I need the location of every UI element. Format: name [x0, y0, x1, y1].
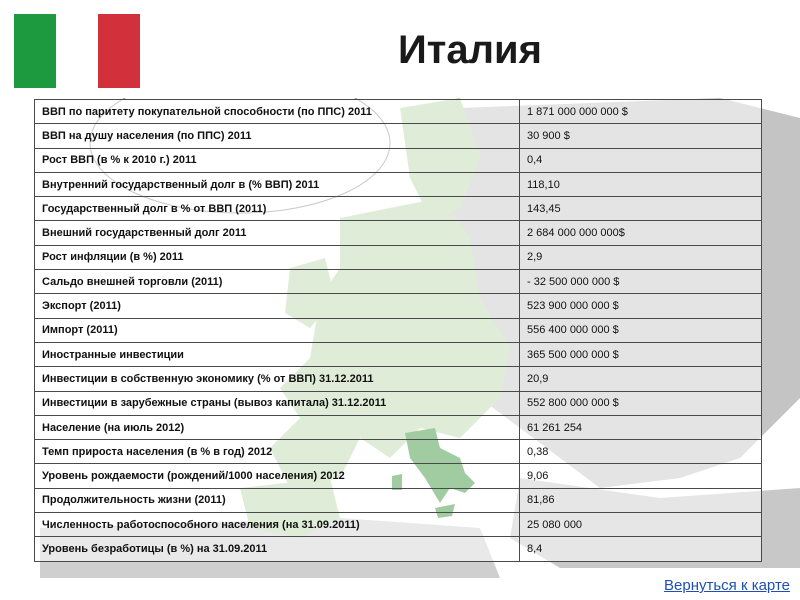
row-value: 143,45	[520, 197, 762, 221]
row-value: 365 500 000 000 $	[520, 342, 762, 366]
row-label: Экспорт (2011)	[35, 294, 520, 318]
table-row	[35, 415, 762, 439]
row-label: ВВП на душу населения (по ППС) 2011	[35, 124, 520, 148]
row-label: Продолжительность жизни (2011)	[35, 488, 520, 512]
row-label: Темп прироста населения (в % в год) 2012	[35, 440, 520, 464]
table-row	[35, 513, 762, 537]
table-row	[35, 318, 762, 342]
row-label: Уровень рождаемости (рождений/1000 населения) 2012	[35, 464, 520, 488]
row-label: Внутренний государственный долг в (% ВВП) 2011	[35, 172, 520, 196]
row-value: 20,9	[520, 367, 762, 391]
row-value: 2,9	[520, 245, 762, 269]
row-value: 0,38	[520, 440, 762, 464]
table-row	[35, 440, 762, 464]
row-label: Рост ВВП (в % к 2010 г.) 2011	[35, 148, 520, 172]
row-value: 61 261 254	[520, 415, 762, 439]
row-value: 552 800 000 000 $	[520, 391, 762, 415]
row-value: 25 080 000	[520, 513, 762, 537]
table-row	[35, 294, 762, 318]
row-value: 556 400 000 000 $	[520, 318, 762, 342]
row-label: Уровень безработицы (в %) на 31.09.2011	[35, 537, 520, 561]
flag-white-stripe	[56, 14, 98, 88]
table-row	[35, 245, 762, 269]
row-value: 8,4	[520, 537, 762, 561]
table-row	[35, 148, 762, 172]
flag-red-stripe	[98, 14, 140, 88]
back-to-map-link[interactable]: Вернуться к карте	[664, 577, 790, 594]
row-label: Инвестиции в собственную экономику (% от ВВП) 31.12.2011	[35, 367, 520, 391]
row-label: Импорт (2011)	[35, 318, 520, 342]
row-label: Рост инфляции (в %) 2011	[35, 245, 520, 269]
row-value: 2 684 000 000 000$	[520, 221, 762, 245]
italy-flag	[14, 14, 140, 88]
row-label: Инвестиции в зарубежные страны (вывоз капитала) 31.12.2011	[35, 391, 520, 415]
page-title: Италия	[398, 28, 542, 72]
table-row	[35, 464, 762, 488]
table-row	[35, 270, 762, 294]
table-row	[35, 342, 762, 366]
table-row	[35, 221, 762, 245]
row-value: 0,4	[520, 148, 762, 172]
row-label: Государственный долг в % от ВВП (2011)	[35, 197, 520, 221]
table-row	[35, 124, 762, 148]
table-row	[35, 537, 762, 561]
row-label: Население (на июль 2012)	[35, 415, 520, 439]
table-row	[35, 367, 762, 391]
row-value: 1 871 000 000 000 $	[520, 100, 762, 124]
table-row	[35, 197, 762, 221]
row-value: 9,06	[520, 464, 762, 488]
flag-green-stripe	[14, 14, 56, 88]
row-label: ВВП по паритету покупательной способности (по ППС) 2011	[35, 100, 520, 124]
row-value: 523 900 000 000 $	[520, 294, 762, 318]
row-label: Внешний государственный долг 2011	[35, 221, 520, 245]
italy-stats-table	[34, 99, 762, 562]
row-value: 30 900 $	[520, 124, 762, 148]
table-row	[35, 488, 762, 512]
table-row	[35, 172, 762, 196]
table-row	[35, 391, 762, 415]
row-value: 118,10	[520, 172, 762, 196]
row-label: Численность работоспособного населения (на 31.09.2011)	[35, 513, 520, 537]
row-label: Сальдо внешней торговли (2011)	[35, 270, 520, 294]
row-value: 81,86	[520, 488, 762, 512]
row-label: Иностранные инвестиции	[35, 342, 520, 366]
table-row	[35, 100, 762, 124]
row-value: - 32 500 000 000 $	[520, 270, 762, 294]
